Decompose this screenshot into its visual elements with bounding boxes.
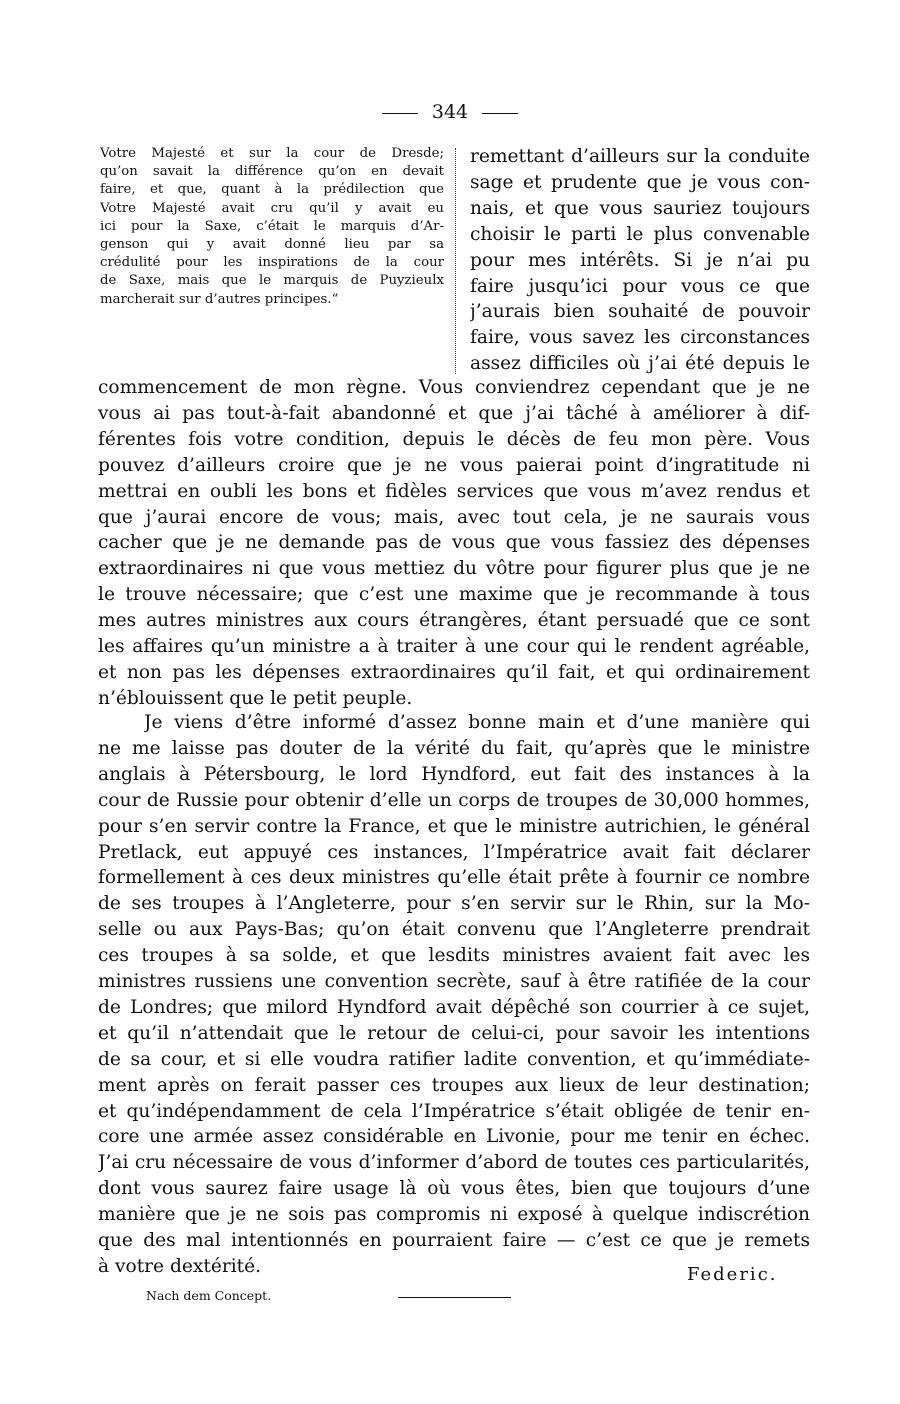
text-line: qu’on savait la différence qu’on en devait [100,164,444,180]
text-line: que des mal intentionnés en pourraient faire — c’est ce que je remets [98,1230,810,1251]
text-line: et qu’indépendamment de cela l’Impératrice s’était obligée de tenir en- [98,1100,810,1122]
text-line: et qu’il n’attendait que le retour de celui-ci, pour savoir les intentions [98,1022,810,1044]
text-line: remettant d’ailleurs sur la conduite [470,146,810,167]
text-line: n’éblouissent que le petit peuple. [98,687,413,709]
text-line: vous ai pas tout-à-fait abandonné et que j’ai tâché à améliorer à dif- [98,402,810,424]
text-line: j’aurais bien souhaité de pouvoir [470,301,810,323]
text-line: mes autres ministres aux cours étrangères, étant persuadé que ce sont [98,610,810,632]
text-line: Pretlack, eut appuyé ces instances, l’Impératrice avait fait déclarer [98,841,810,863]
text-line: mettrai en oubli les bons et fidèles services que vous m’avez rendus et [98,480,810,502]
text-line: Je viens d’être informé d’assez bonne main et d’une manière qui [144,712,810,733]
text-line: sage et prudente que je vous con- [470,171,810,193]
end-rule [398,1297,511,1298]
text-line: de ses troupes à l’Angleterre, pour s’en servir sur le Rhin, sur la Mo- [98,893,810,915]
column-divider [455,148,456,374]
text-line: dont vous saurez faire usage là où vous êtes, bien que toujours d’une [98,1178,810,1200]
text-line: à votre dextérité. [98,1255,262,1277]
text-line: Votre Majesté et sur la cour de Dresde; [100,146,444,161]
text-line: ces troupes à sa solde, et que lesdits ministres avaient fait avec les [98,945,810,967]
text-line: faire, vous savez les circonstances [470,327,810,349]
text-line: commencement de mon règne. Vous conviendrez cependant que je ne [98,377,810,398]
text-line: extraordinaires ni que vous mettiez du vôtre pour figurer plus que je ne [98,558,810,580]
text-line: de Londres; que milord Hyndford avait dépêché son courrier à ce sujet, [98,996,810,1018]
page-number-row [0,101,900,123]
text-line: le trouve nécessaire; que c’est une maxime que je recommande à tous [98,584,810,606]
text-line: cacher que je ne demande pas de vous que vous fassiez des dépenses [98,532,810,554]
text-line: manière que je ne sois pas compromis ni exposé à quelque indiscrétion [98,1204,810,1226]
text-line: ment après on ferait passer ces troupes aux lieux de leur destination; [98,1074,810,1096]
text-line: ici pour la Saxe, c’était le marquis d’Ar- [100,218,444,234]
text-line: marcherait sur d’autres principes.“ [100,291,339,307]
text-line: core une armée assez considérable en Livonie, pour me tenir en échec. [98,1126,810,1148]
text-line: J’ai cru nécessaire de vous d’informer d’abord de toutes ces particularités, [98,1152,810,1174]
page-number: 344 [431,101,469,123]
page-number-dash-right [482,113,518,114]
text-line: ne me laisse pas douter de la vérité du fait, qu’après que le ministre [98,737,810,759]
text-line: cour de Russie pour obtenir d’elle un corps de troupes de 30,000 hommes, [98,789,810,811]
text-line: de Saxe, mais que le marquis de Puyzieulx [100,273,444,289]
text-line: Votre Majesté avait cru qu’il y avait eu [100,200,444,216]
text-line: selle ou aux Pays-Bas; qu’on était convenu que l’Angleterre prendrait [98,919,810,941]
text-line: de sa cour, et si elle voudra ratifier ladite convention, et qu’immédiate- [98,1048,810,1070]
text-line: crédulité pour les inspirations de la cour [100,255,444,271]
text-line: que j’aurai encore de vous; mais, avec tout cela, je ne saurais vous [98,506,810,528]
text-line: et non pas les dépenses extraordinaires qu’il fait, et qui ordinairement [98,661,810,683]
text-line: faire, et que, quant à la prédilection que [100,182,444,198]
page-number-dash-left [382,113,418,114]
text-line: faire jusqu’ici pour vous ce que [470,275,810,297]
text-line: nais, et que vous sauriez toujours [470,197,810,219]
text-line: genson qui y avait donné lieu par sa [100,237,444,252]
text-line: pour s’en servir contre la France, et que le ministre autrichien, le général [98,815,810,837]
text-line: formellement à ces deux ministres qu’elle était prête à fournir ce nombre [98,867,810,889]
text-line: pouvez d’ailleurs croire que je ne vous paierai point d’ingratitude ni [98,454,810,476]
source-note: Nach dem Concept. [146,1288,272,1303]
text-line: pour mes intérêts. Si je n’ai pu [470,249,810,271]
text-line: assez difficiles où j’ai été depuis le [470,353,810,375]
text-line: les affaires qu’un ministre a à traiter à une cour qui le rendent agréable, [98,636,810,657]
text-line: anglais à Pétersbourg, le lord Hyndford, eut fait des instances à la [98,763,810,785]
text-line: choisir le parti le plus convenable [470,223,810,245]
text-line: férentes fois votre condition, depuis le décès de feu mon père. Vous [98,428,810,450]
text-line: ministres russiens une convention secrète, sauf à être ratifiée de la cour [98,971,810,992]
signature: Federic. [687,1264,778,1285]
